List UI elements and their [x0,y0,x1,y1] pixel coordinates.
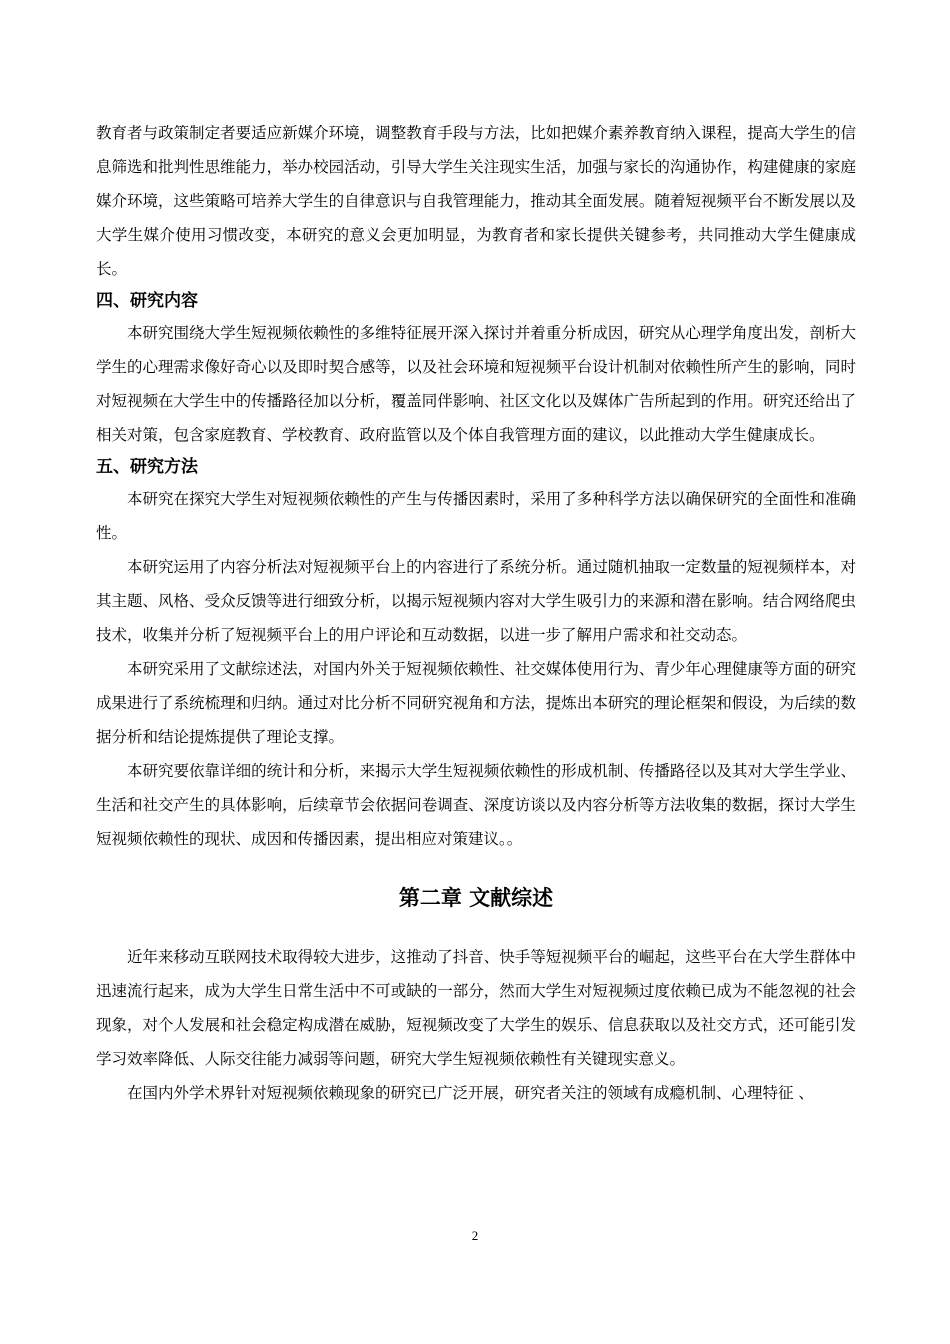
page-number: 2 [471,1228,479,1243]
chapter-title: 第二章 文献综述 [398,886,554,910]
page-body [96,116,856,1110]
research-methods-paragraph-4: 本研究要依靠详细的统计和分析，来揭示大学生短视频依赖性的形成机制、传播路径以及其对大学生学业、生活和社交产生的具体影响，后续章节会依据问卷调查、深度访谈以及内容分析等方法收集的数据，探讨大学生短视频依赖性的现状、成因和传播因素，提出相应对策建议。。 [96,762,856,848]
research-methods-paragraph-2: 本研究运用了内容分析法对短视频平台上的内容进行了系统分析。通过随机抽取一定数量的短视频样本，对其主题、风格、受众反馈等进行细致分析，以揭示短视频内容对大学生吸引力的来源和潜在影响。结合网络爬虫技术，收集并分析了短视频平台上的用户评论和互动数据，以进一步了解用户需求和社交动态。 [96,558,856,644]
research-methods-paragraph-1: 本研究在探究大学生对短视频依赖性的产生与传播因素时，采用了多种科学方法以确保研究的全面性和准确性。 [96,490,856,542]
literature-review-paragraph-2: 在国内外学术界针对短视频依赖现象的研究已广泛开展，研究者关注的领域有成瘾机制、心理特征 、 [127,1084,814,1102]
intro-continued-paragraph: 教育者与政策制定者要适应新媒介环境，调整教育手段与方法，比如把媒介素养教育纳入课程，提高大学生的信息筛选和批判性思维能力，举办校园活动，引导大学生关注现实生活，加强与家长的沟通协作，构建健康的家庭媒介环境，这些策略可培养大学生的自律意识与自我管理能力，推动其全面发展。随着短视频平台不断发展以及大学生媒介使用习惯改变，本研究的意义会更加明显，为教育者和家长提供关键参考，共同推动大学生健康成长。 [96,124,856,278]
literature-review-paragraph-1: 近年来移动互联网技术取得较大进步，这推动了抖音、快手等短视频平台的崛起，这些平台在大学生群体中迅速流行起来，成为大学生日常生活中不可或缺的一部分，然而大学生对短视频过度依赖已成为不能忽视的社会现象，对个人发展和社会稳定构成潜在威胁，短视频改变了大学生的娱乐、信息获取以及社交方式，还可能引发学习效率降低、人际交往能力减弱等问题，研究大学生短视频依赖性有关键现实意义。 [96,948,856,1068]
section-heading-research-methods: 五、研究方法 [96,457,198,477]
research-content-paragraph: 本研究围绕大学生短视频依赖性的多维特征展开深入探讨并着重分析成因，研究从心理学角度出发，剖析大学生的心理需求像好奇心以及即时契合感等，以及社会环境和短视频平台设计机制对依赖性所产生的影响，同时对短视频在大学生中的传播路径加以分析，覆盖同伴影响、社区文化以及媒体广告所起到的作用。研究还给出了相关对策，包含家庭教育、学校教育、政府监管以及个体自我管理方面的建议，以此推动大学生健康成长。 [96,324,856,444]
section-heading-research-content: 四、研究内容 [96,291,198,311]
research-methods-paragraph-3: 本研究采用了文献综述法，对国内外关于短视频依赖性、社交媒体使用行为、青少年心理健康等方面的研究成果进行了系统梳理和归纳。通过对比分析不同研究视角和方法，提炼出本研究的理论框架和假设，为后续的数据分析和结论提炼提供了理论支撑。 [96,660,856,746]
